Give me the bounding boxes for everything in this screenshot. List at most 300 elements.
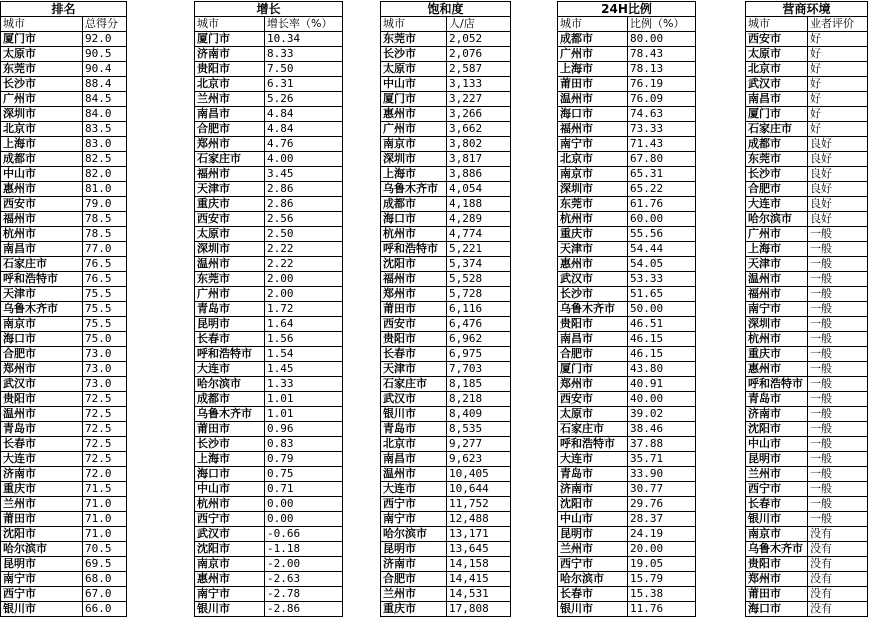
value-cell: 3,886 <box>447 167 511 182</box>
value-cell: 72.5 <box>83 452 127 467</box>
value-cell: 78.43 <box>628 47 696 62</box>
table-row <box>1 347 127 362</box>
value-cell: 15.38 <box>628 587 696 602</box>
city-cell: 南京市 <box>1 317 83 332</box>
city-cell: 合肥市 <box>195 122 265 137</box>
value-cell: 1.54 <box>265 347 343 362</box>
city-cell: 青岛市 <box>746 392 808 407</box>
table-row <box>1 92 127 107</box>
table-row <box>746 182 868 197</box>
value-cell: 0.00 <box>265 497 343 512</box>
table-row <box>195 32 343 47</box>
table-row <box>195 257 343 272</box>
value-cell: 0.71 <box>265 482 343 497</box>
table-row <box>746 272 868 287</box>
city-cell: 成都市 <box>195 392 265 407</box>
city-cell: 莆田市 <box>195 422 265 437</box>
city-cell: 乌鲁木齐市 <box>1 302 83 317</box>
table-row <box>381 167 511 182</box>
city-cell: 南昌市 <box>558 332 628 347</box>
column-header-value: 比例（%） <box>628 17 696 32</box>
value-cell: 1.45 <box>265 362 343 377</box>
city-cell: 天津市 <box>746 257 808 272</box>
table-row <box>195 557 343 572</box>
value-cell: 5,221 <box>447 242 511 257</box>
city-cell: 哈尔滨市 <box>558 572 628 587</box>
value-cell: 一般 <box>808 407 868 422</box>
city-cell: 石家庄市 <box>746 122 808 137</box>
value-cell: 68.0 <box>83 572 127 587</box>
city-cell: 石家庄市 <box>381 377 447 392</box>
city-cell: 北京市 <box>746 62 808 77</box>
value-cell: 82.5 <box>83 152 127 167</box>
value-cell: 3,133 <box>447 77 511 92</box>
value-cell: 好 <box>808 62 868 77</box>
city-cell: 重庆市 <box>1 482 83 497</box>
table-row <box>746 557 868 572</box>
value-cell: 73.0 <box>83 347 127 362</box>
value-cell: 65.22 <box>628 182 696 197</box>
city-cell: 天津市 <box>558 242 628 257</box>
value-cell: 3.45 <box>265 167 343 182</box>
value-cell: 14,531 <box>447 587 511 602</box>
value-cell: 24.19 <box>628 527 696 542</box>
table-row <box>381 407 511 422</box>
city-cell: 太原市 <box>558 407 628 422</box>
value-cell: 4.76 <box>265 137 343 152</box>
value-cell: 4,774 <box>447 227 511 242</box>
city-cell: 呼和浩特市 <box>195 347 265 362</box>
city-cell: 青岛市 <box>558 467 628 482</box>
table-row <box>558 527 696 542</box>
table-row <box>558 512 696 527</box>
value-cell: 78.13 <box>628 62 696 77</box>
table-title: 24H比例 <box>558 2 696 17</box>
business-environment-table <box>745 1 868 617</box>
table-row <box>558 317 696 332</box>
value-cell: 5.26 <box>265 92 343 107</box>
table-row <box>381 452 511 467</box>
value-cell: -1.18 <box>265 542 343 557</box>
table-row <box>746 542 868 557</box>
value-cell: 一般 <box>808 332 868 347</box>
city-cell: 成都市 <box>746 137 808 152</box>
table-row <box>746 287 868 302</box>
city-cell: 西宁市 <box>558 557 628 572</box>
table-title-row <box>1 2 127 17</box>
table-row <box>1 137 127 152</box>
city-cell: 成都市 <box>381 197 447 212</box>
table-row <box>195 482 343 497</box>
value-cell: 39.02 <box>628 407 696 422</box>
value-cell: 66.0 <box>83 602 127 617</box>
table-row <box>195 167 343 182</box>
value-cell: 3,662 <box>447 122 511 137</box>
table-row <box>1 197 127 212</box>
table-row <box>746 347 868 362</box>
city-cell: 惠州市 <box>195 572 265 587</box>
value-cell: 75.5 <box>83 302 127 317</box>
value-cell: 1.56 <box>265 332 343 347</box>
city-cell: 南宁市 <box>558 137 628 152</box>
table-row <box>746 482 868 497</box>
value-cell: 37.88 <box>628 437 696 452</box>
value-cell: 一般 <box>808 392 868 407</box>
24h-ratio-table <box>557 1 696 617</box>
column-header-value: 人/店 <box>447 17 511 32</box>
city-cell: 温州市 <box>381 467 447 482</box>
table-row <box>195 62 343 77</box>
table-row <box>558 272 696 287</box>
city-cell: 沈阳市 <box>195 542 265 557</box>
table-row <box>558 482 696 497</box>
city-cell: 中山市 <box>746 437 808 452</box>
table-row <box>195 422 343 437</box>
city-cell: 昆明市 <box>381 542 447 557</box>
value-cell: 92.0 <box>83 32 127 47</box>
city-cell: 西宁市 <box>1 587 83 602</box>
city-cell: 贵阳市 <box>558 317 628 332</box>
table-row <box>1 47 127 62</box>
city-cell: 中山市 <box>558 512 628 527</box>
value-cell: 71.0 <box>83 497 127 512</box>
value-cell: 60.00 <box>628 212 696 227</box>
city-cell: 莆田市 <box>381 302 447 317</box>
value-cell: 14,158 <box>447 557 511 572</box>
city-cell: 上海市 <box>746 242 808 257</box>
value-cell: 一般 <box>808 467 868 482</box>
city-cell: 济南市 <box>381 557 447 572</box>
table-row <box>1 212 127 227</box>
city-cell: 大连市 <box>558 452 628 467</box>
value-cell: 4.00 <box>265 152 343 167</box>
value-cell: 1.33 <box>265 377 343 392</box>
table-row <box>1 167 127 182</box>
city-cell: 呼和浩特市 <box>381 242 447 257</box>
table-row <box>746 527 868 542</box>
table-row <box>558 32 696 47</box>
city-cell: 沈阳市 <box>1 527 83 542</box>
city-cell: 昆明市 <box>1 557 83 572</box>
city-cell: 中山市 <box>1 167 83 182</box>
table-row <box>381 272 511 287</box>
value-cell: 67.80 <box>628 152 696 167</box>
city-cell: 昆明市 <box>746 452 808 467</box>
city-cell: 武汉市 <box>1 377 83 392</box>
value-cell: 20.00 <box>628 542 696 557</box>
column-header-value: 增长率（%） <box>265 17 343 32</box>
value-cell: 11,752 <box>447 497 511 512</box>
value-cell: 29.76 <box>628 497 696 512</box>
value-cell: 8,218 <box>447 392 511 407</box>
value-cell: 74.63 <box>628 107 696 122</box>
city-cell: 深圳市 <box>381 152 447 167</box>
city-cell: 石家庄市 <box>558 422 628 437</box>
table-title-row <box>195 2 343 17</box>
city-cell: 郑州市 <box>195 137 265 152</box>
city-cell: 东莞市 <box>381 32 447 47</box>
table-row <box>558 47 696 62</box>
column-header-value: 业者评价 <box>808 17 868 32</box>
table-row <box>195 137 343 152</box>
value-cell: 3,266 <box>447 107 511 122</box>
table-row <box>558 572 696 587</box>
value-cell: 一般 <box>808 227 868 242</box>
value-cell: 9,277 <box>447 437 511 452</box>
city-cell: 温州市 <box>746 272 808 287</box>
city-cell: 哈尔滨市 <box>1 542 83 557</box>
table-row <box>746 422 868 437</box>
table-row <box>1 227 127 242</box>
city-cell: 呼和浩特市 <box>746 377 808 392</box>
value-cell: 79.0 <box>83 197 127 212</box>
city-cell: 郑州市 <box>558 377 628 392</box>
table-row <box>1 182 127 197</box>
city-cell: 厦门市 <box>381 92 447 107</box>
table-row <box>381 137 511 152</box>
value-cell: 11.76 <box>628 602 696 617</box>
city-cell: 长春市 <box>558 587 628 602</box>
city-cell: 西安市 <box>381 317 447 332</box>
value-cell: 17,808 <box>447 602 511 617</box>
value-cell: -0.66 <box>265 527 343 542</box>
value-cell: 3,817 <box>447 152 511 167</box>
city-cell: 青岛市 <box>1 422 83 437</box>
city-cell: 青岛市 <box>381 422 447 437</box>
value-cell: 0.79 <box>265 452 343 467</box>
value-cell: 2.50 <box>265 227 343 242</box>
table-row <box>195 272 343 287</box>
value-cell: 9,623 <box>447 452 511 467</box>
value-cell: 一般 <box>808 422 868 437</box>
city-cell: 银川市 <box>746 512 808 527</box>
table-row <box>381 197 511 212</box>
city-cell: 长沙市 <box>558 287 628 302</box>
table-row <box>381 392 511 407</box>
value-cell: -2.86 <box>265 602 343 617</box>
value-cell: 70.5 <box>83 542 127 557</box>
column-header-city: 城市 <box>195 17 265 32</box>
value-cell: 55.56 <box>628 227 696 242</box>
value-cell: 一般 <box>808 302 868 317</box>
city-cell: 贵阳市 <box>195 62 265 77</box>
table-row <box>195 92 343 107</box>
table-row <box>195 452 343 467</box>
value-cell: 2,052 <box>447 32 511 47</box>
table-row <box>195 227 343 242</box>
value-cell: 73.0 <box>83 362 127 377</box>
value-cell: 10,644 <box>447 482 511 497</box>
table-row <box>746 32 868 47</box>
table-row <box>558 257 696 272</box>
value-cell: 71.0 <box>83 512 127 527</box>
table-row <box>558 602 696 617</box>
city-cell: 长春市 <box>746 497 808 512</box>
table-row <box>195 497 343 512</box>
table-row <box>381 107 511 122</box>
value-cell: -2.78 <box>265 587 343 602</box>
value-cell: 一般 <box>808 497 868 512</box>
city-cell: 大连市 <box>195 362 265 377</box>
value-cell: 1.01 <box>265 407 343 422</box>
value-cell: 2,076 <box>447 47 511 62</box>
table-row <box>381 422 511 437</box>
value-cell: 75.5 <box>83 317 127 332</box>
city-cell: 成都市 <box>1 152 83 167</box>
table-row <box>1 557 127 572</box>
city-cell: 武汉市 <box>746 77 808 92</box>
table-row <box>195 152 343 167</box>
city-cell: 杭州市 <box>195 497 265 512</box>
value-cell: 5,728 <box>447 287 511 302</box>
table-row <box>195 197 343 212</box>
city-cell: 天津市 <box>195 182 265 197</box>
value-cell: 好 <box>808 122 868 137</box>
table-row <box>381 182 511 197</box>
table-row <box>558 302 696 317</box>
table-row <box>558 137 696 152</box>
city-cell: 石家庄市 <box>1 257 83 272</box>
city-cell: 厦门市 <box>558 362 628 377</box>
table-row <box>195 602 343 617</box>
table-title-row <box>381 2 511 17</box>
table-row <box>558 227 696 242</box>
value-cell: 良好 <box>808 212 868 227</box>
value-cell: 良好 <box>808 197 868 212</box>
city-cell: 呼和浩特市 <box>558 437 628 452</box>
city-cell: 合肥市 <box>1 347 83 362</box>
city-cell: 太原市 <box>1 47 83 62</box>
table-row <box>558 587 696 602</box>
table-row <box>381 602 511 617</box>
city-cell: 沈阳市 <box>558 497 628 512</box>
city-cell: 郑州市 <box>746 572 808 587</box>
table-title: 营商环境 <box>746 2 868 17</box>
value-cell: 84.5 <box>83 92 127 107</box>
city-cell: 兰州市 <box>746 467 808 482</box>
city-cell: 广州市 <box>195 287 265 302</box>
table-row <box>381 92 511 107</box>
table-row <box>381 47 511 62</box>
table-row <box>195 182 343 197</box>
table-row <box>1 272 127 287</box>
table-row <box>1 602 127 617</box>
value-cell: 一般 <box>808 242 868 257</box>
table-row <box>746 452 868 467</box>
table-row <box>558 467 696 482</box>
value-cell: 2.22 <box>265 257 343 272</box>
city-cell: 广州市 <box>1 92 83 107</box>
value-cell: 46.15 <box>628 347 696 362</box>
city-cell: 北京市 <box>381 437 447 452</box>
table-row <box>381 512 511 527</box>
table-row <box>195 512 343 527</box>
city-cell: 太原市 <box>381 62 447 77</box>
table-row <box>746 587 868 602</box>
city-cell: 乌鲁木齐市 <box>195 407 265 422</box>
value-cell: 5,528 <box>447 272 511 287</box>
value-cell: 一般 <box>808 347 868 362</box>
city-cell: 惠州市 <box>558 257 628 272</box>
value-cell: 33.90 <box>628 467 696 482</box>
table-row <box>746 572 868 587</box>
table-row <box>1 572 127 587</box>
city-cell: 莆田市 <box>558 77 628 92</box>
value-cell: 4.84 <box>265 107 343 122</box>
city-cell: 呼和浩特市 <box>1 272 83 287</box>
table-row <box>195 527 343 542</box>
value-cell: 8,535 <box>447 422 511 437</box>
saturation-table <box>380 1 511 617</box>
city-cell: 深圳市 <box>1 107 83 122</box>
city-cell: 南昌市 <box>746 92 808 107</box>
table-row <box>381 377 511 392</box>
city-cell: 莆田市 <box>1 512 83 527</box>
table-row <box>381 362 511 377</box>
value-cell: 1.72 <box>265 302 343 317</box>
table-row <box>381 482 511 497</box>
value-cell: 46.51 <box>628 317 696 332</box>
value-cell: 75.0 <box>83 332 127 347</box>
column-header-city: 城市 <box>1 17 83 32</box>
value-cell: 良好 <box>808 182 868 197</box>
value-cell: 没有 <box>808 587 868 602</box>
table-row <box>746 47 868 62</box>
city-cell: 重庆市 <box>746 347 808 362</box>
city-cell: 温州市 <box>1 407 83 422</box>
table-row <box>195 542 343 557</box>
value-cell: 13,645 <box>447 542 511 557</box>
table-row <box>1 122 127 137</box>
table-row <box>558 287 696 302</box>
value-cell: 8,185 <box>447 377 511 392</box>
value-cell: 好 <box>808 107 868 122</box>
table-row <box>1 332 127 347</box>
city-cell: 兰州市 <box>195 92 265 107</box>
value-cell: 40.00 <box>628 392 696 407</box>
city-cell: 长春市 <box>1 437 83 452</box>
table-row <box>195 572 343 587</box>
city-cell: 杭州市 <box>558 212 628 227</box>
table-row <box>381 557 511 572</box>
table-row <box>558 422 696 437</box>
table-row <box>746 62 868 77</box>
value-cell: 67.0 <box>83 587 127 602</box>
table-row <box>1 512 127 527</box>
value-cell: 没有 <box>808 542 868 557</box>
value-cell: 没有 <box>808 527 868 542</box>
table-row <box>746 122 868 137</box>
city-cell: 乌鲁木齐市 <box>381 182 447 197</box>
value-cell: 40.91 <box>628 377 696 392</box>
city-cell: 济南市 <box>1 467 83 482</box>
value-cell: 0.00 <box>265 512 343 527</box>
city-cell: 福州市 <box>195 167 265 182</box>
value-cell: 54.44 <box>628 242 696 257</box>
city-cell: 乌鲁木齐市 <box>746 542 808 557</box>
table-row <box>558 242 696 257</box>
city-cell: 东莞市 <box>1 62 83 77</box>
city-cell: 杭州市 <box>1 227 83 242</box>
table-row <box>195 332 343 347</box>
city-cell: 贵阳市 <box>746 557 808 572</box>
value-cell: 28.37 <box>628 512 696 527</box>
table-row <box>1 482 127 497</box>
table-row <box>1 467 127 482</box>
value-cell: 8,409 <box>447 407 511 422</box>
city-cell: 南京市 <box>558 167 628 182</box>
city-cell: 大连市 <box>1 452 83 467</box>
